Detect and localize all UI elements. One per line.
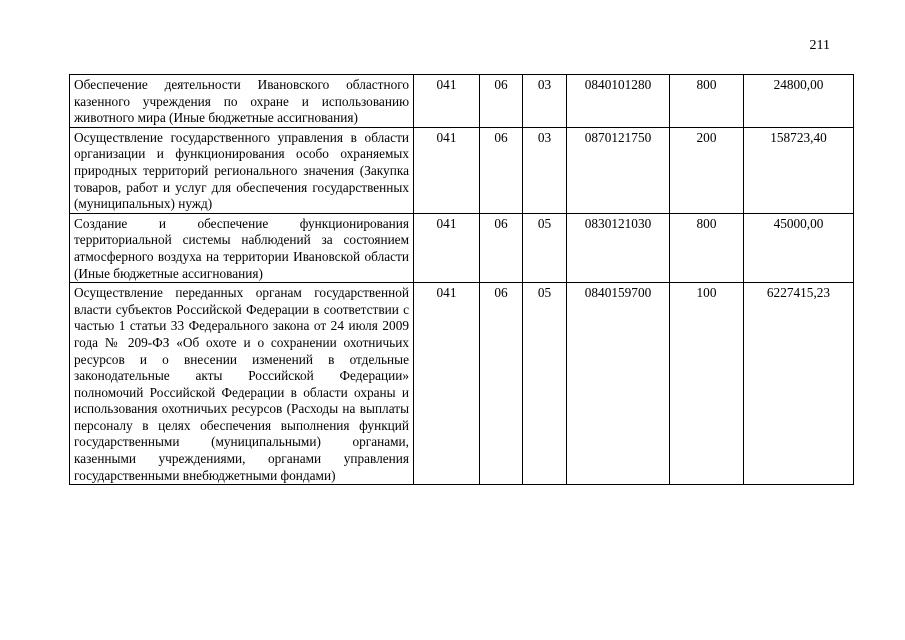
expense-type-cell: 800 — [670, 213, 744, 282]
expense-type-cell: 200 — [670, 127, 744, 213]
section-code-cell: 06 — [480, 213, 523, 282]
expense-description-cell: Осуществление переданных органам государственной власти субъектов Российской Федерации в соответствии с частью 1 статьи 33 Федерального закона от 24 июля 2009 года № 209-ФЗ «Об охоте и о сохранении охотничьих ресурсов и о внесении изменений в отдельные законодательные акты Российской Федерации» полномочий Российской Федерации в области охраны и использования охотничьих ресурсов (Расходы на выплаты персоналу в целях обеспечения выполнения функций государственными (муниципальными) органами, казенными учреждениями, органами управления государственными внебюджетными фондами) — [70, 283, 414, 485]
subsection-code-cell: 03 — [523, 127, 567, 213]
table-row — [70, 127, 854, 213]
subsection-code-cell: 05 — [523, 283, 567, 485]
table-row — [70, 213, 854, 282]
expense-description-cell: Создание и обеспечение функционирования территориальной системы наблюдений за состоянием атмосферного воздуха на территории Ивановской области (Иные бюджетные ассигнования) — [70, 213, 414, 282]
section-code-cell: 06 — [480, 127, 523, 213]
section-code-cell: 06 — [480, 283, 523, 485]
section-code-cell: 06 — [480, 75, 523, 128]
grbs-code-cell: 041 — [414, 213, 480, 282]
budget-table — [69, 74, 854, 485]
expense-description-cell: Обеспечение деятельности Ивановского областного казенного учреждения по охране и использованию животного мира (Иные бюджетные ассигнования) — [70, 75, 414, 128]
target-article-cell: 0870121750 — [567, 127, 670, 213]
page-number: 211 — [809, 38, 830, 53]
amount-cell: 158723,40 — [744, 127, 854, 213]
budget-table-body — [70, 75, 854, 485]
target-article-cell: 0830121030 — [567, 213, 670, 282]
table-row — [70, 75, 854, 128]
grbs-code-cell: 041 — [414, 75, 480, 128]
subsection-code-cell: 05 — [523, 213, 567, 282]
grbs-code-cell: 041 — [414, 283, 480, 485]
expense-description-cell: Осуществление государственного управления в области организации и функционирования особо охраняемых природных территорий регионального значения (Закупка товаров, работ и услуг для обеспечения государственных (муниципальных) нужд) — [70, 127, 414, 213]
expense-type-cell: 100 — [670, 283, 744, 485]
table-row — [70, 283, 854, 485]
amount-cell: 6227415,23 — [744, 283, 854, 485]
amount-cell: 45000,00 — [744, 213, 854, 282]
target-article-cell: 0840101280 — [567, 75, 670, 128]
target-article-cell: 0840159700 — [567, 283, 670, 485]
grbs-code-cell: 041 — [414, 127, 480, 213]
amount-cell: 24800,00 — [744, 75, 854, 128]
expense-type-cell: 800 — [670, 75, 744, 128]
subsection-code-cell: 03 — [523, 75, 567, 128]
